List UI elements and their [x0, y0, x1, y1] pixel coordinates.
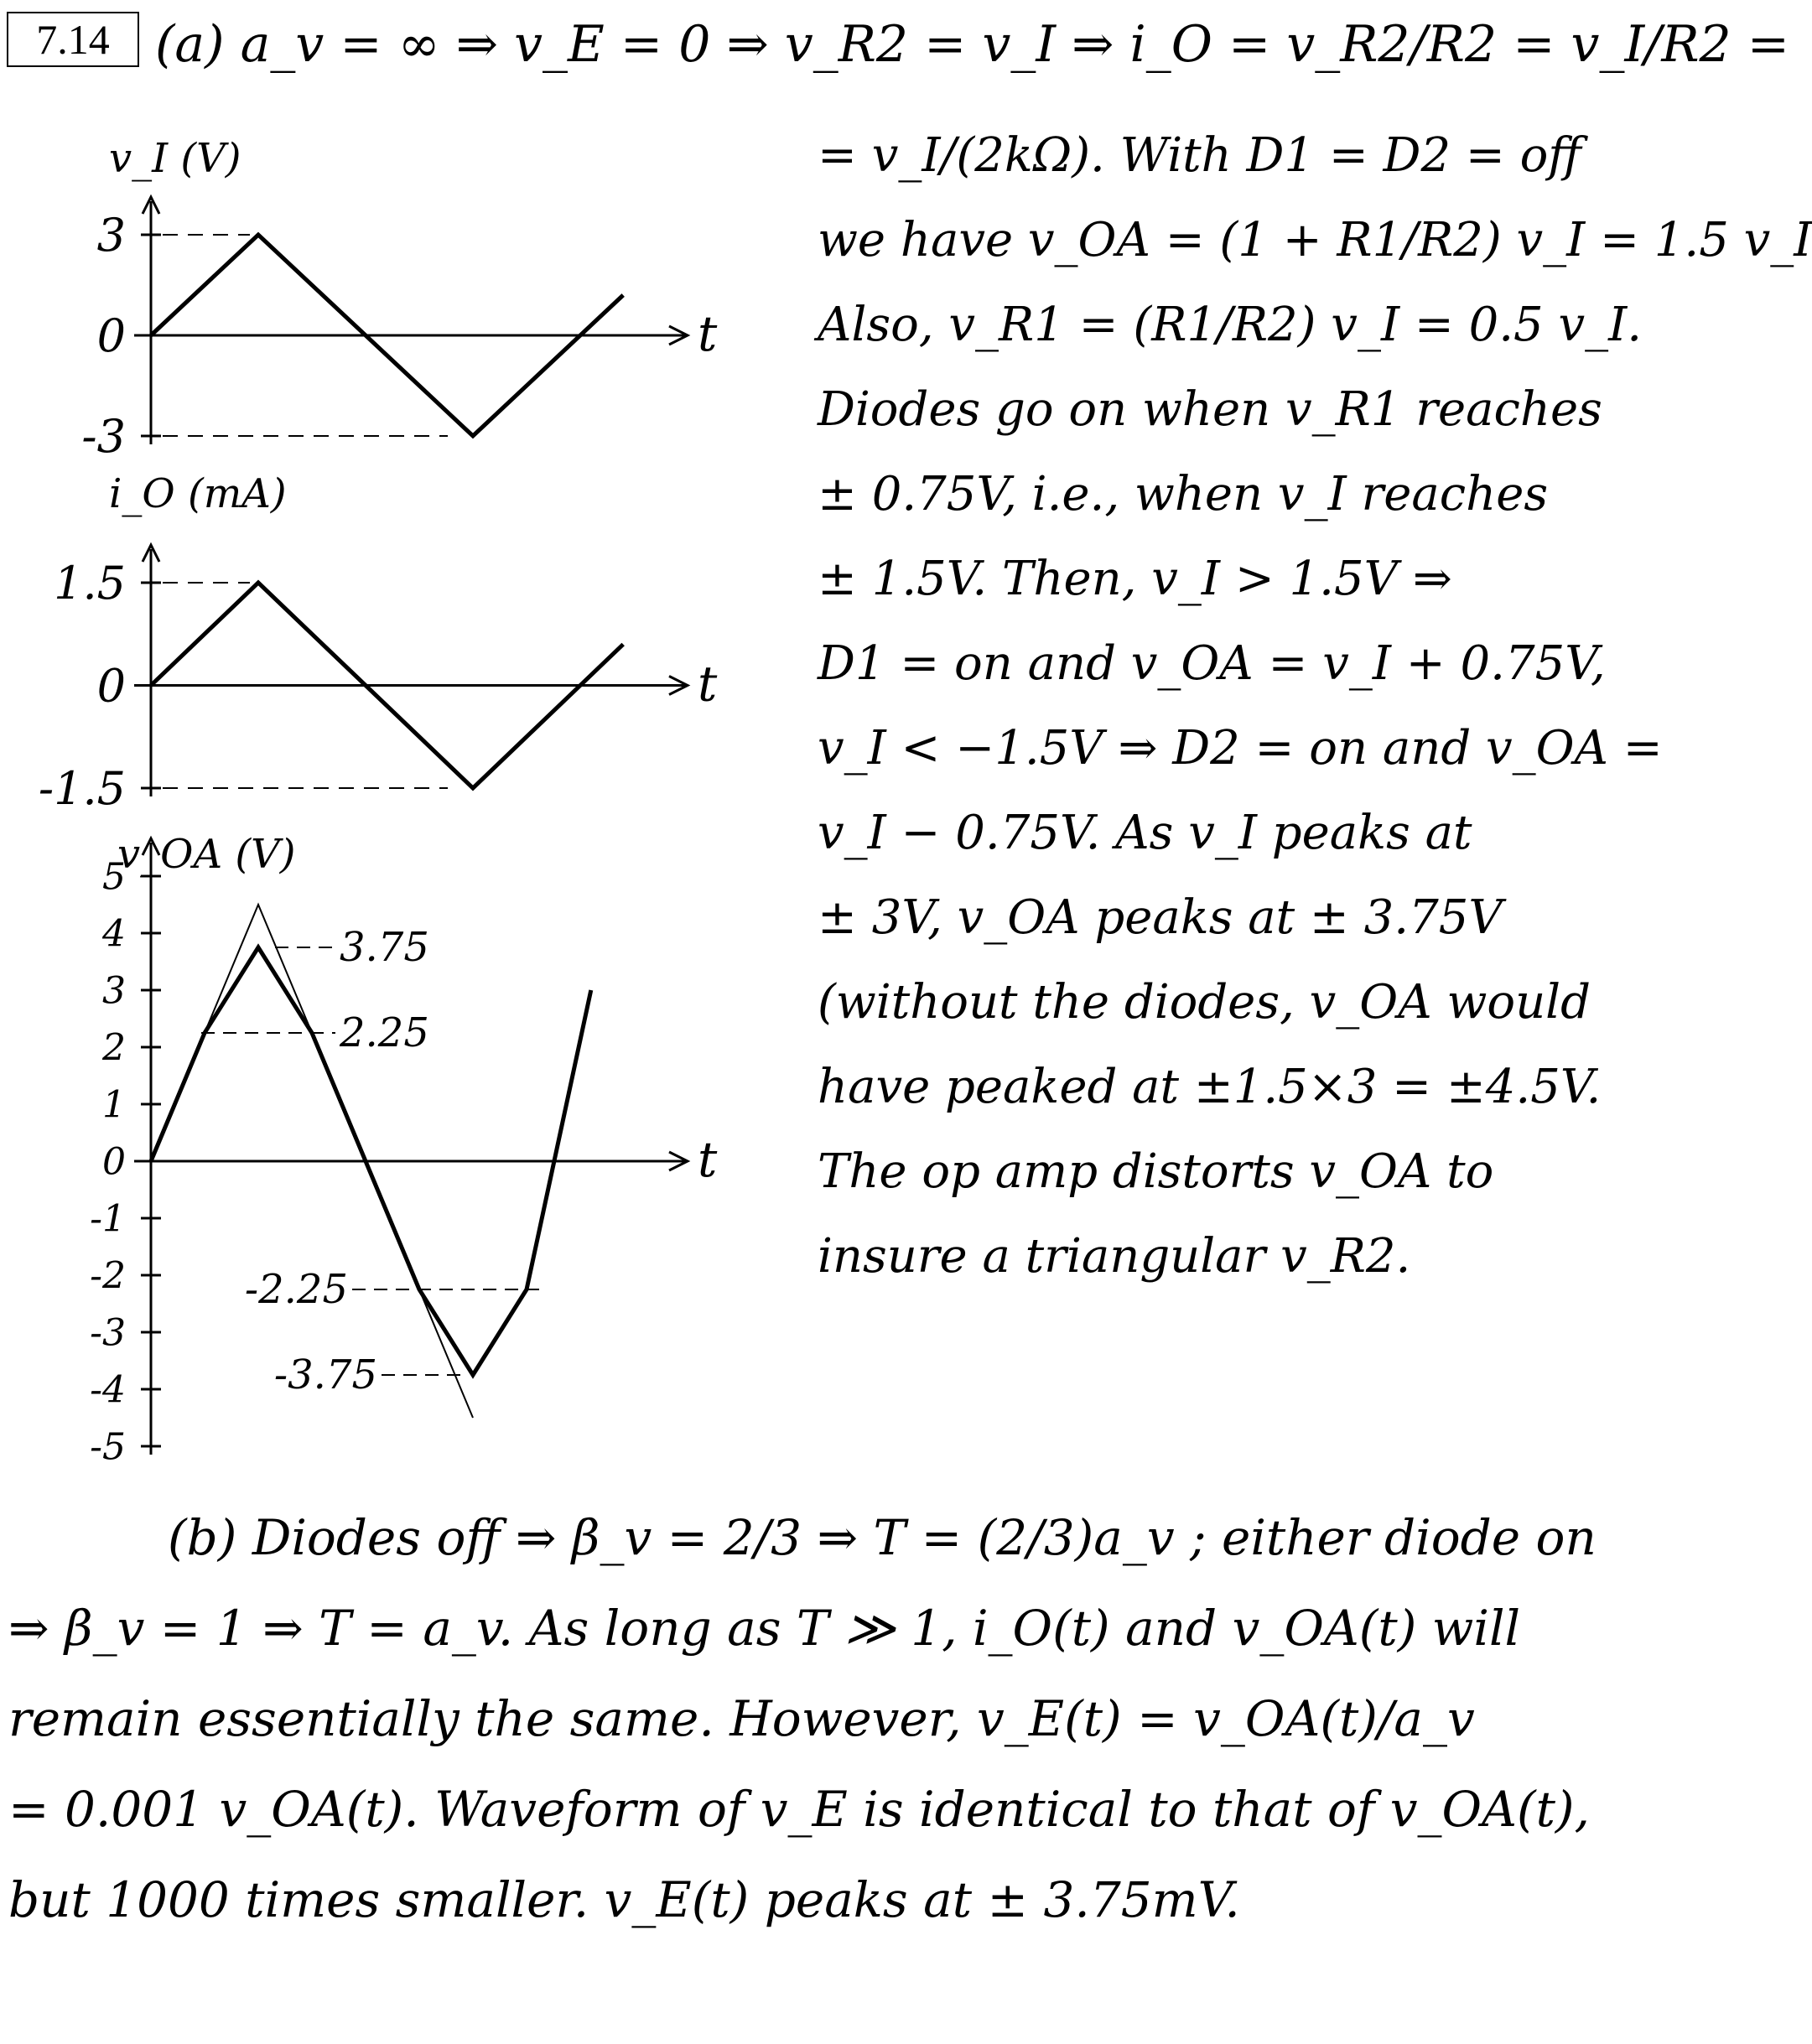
x-axis-label: t	[698, 1131, 718, 1188]
annotation-label: -2.25	[244, 1266, 348, 1313]
part-a-line: insure a triangular v_R2.	[818, 1229, 1411, 1284]
part-a-line: Diodes go on when v_R1 reaches	[818, 382, 1602, 437]
part-b-explanation	[0, 1492, 1606, 1945]
io-graph	[39, 470, 718, 815]
annotation-label: -3.75	[273, 1351, 377, 1398]
part-b-line: = 0.001 v_OA(t). Waveform of v_E is identical to that of v_OA(t),	[8, 1781, 1590, 1838]
annotation-label: 2.25	[340, 1009, 429, 1056]
y-tick-label: 0	[102, 1140, 126, 1184]
y-tick-label: -1	[90, 1197, 126, 1241]
part-a-explanation	[818, 113, 1812, 1299]
y-tick-label: -4	[90, 1368, 126, 1412]
y-tick-label: 0	[96, 659, 126, 713]
x-axis-label: t	[698, 305, 718, 362]
waveform-graphs	[0, 0, 805, 1501]
part-a-line: we have v_OA = (1 + R1/R2) v_I = 1.5 v_I	[818, 213, 1812, 267]
y-tick-label: 3	[96, 208, 126, 262]
y-axis-label: i_O (mA)	[109, 470, 287, 517]
part-a-line: = v_I/(2kΩ). With D1 = D2 = off	[818, 128, 1581, 183]
y-tick-label: 3	[102, 969, 126, 1013]
y-tick-label: 0	[96, 309, 126, 362]
part-a-line: Also, v_R1 = (R1/R2) v_I = 0.5 v_I.	[818, 298, 1643, 352]
y-tick-label: 2	[102, 1026, 126, 1070]
y-tick-label: 1	[102, 1083, 126, 1127]
part-a-line: v_I − 0.75V. As v_I peaks at	[818, 806, 1472, 860]
y-axis-label: v_I (V)	[109, 135, 241, 182]
annotation-label: 3.75	[340, 924, 429, 971]
part-a-line: ± 0.75V, i.e., when v_I reaches	[818, 467, 1549, 521]
part-a-line: ± 1.5V. Then, v_I > 1.5V ⇒	[818, 552, 1452, 606]
part-b-line: ⇒ β_v = 1 ⇒ T = a_v. As long as T ≫ 1, i_O(t) and v_OA(t) will	[8, 1600, 1521, 1657]
voa-graph	[90, 831, 718, 1468]
y-tick-label: -3	[90, 1311, 126, 1355]
y-tick-label: -3	[81, 409, 126, 463]
part-a-line: The op amp distorts v_OA to	[818, 1144, 1494, 1199]
y-tick-label: 4	[102, 912, 126, 956]
part-a-line: v_I < −1.5V ⇒ D2 = on and v_OA =	[818, 721, 1663, 776]
problem-number: 7.14	[36, 16, 110, 63]
part-a-lead-line: (a) a_v = ∞ ⇒ v_E = 0 ⇒ v_R2 = v_I ⇒ i_O = v_R2/R2 = v_I/R2 =	[155, 15, 1790, 74]
vi-graph	[81, 135, 718, 463]
part-a-line: ± 3V, v_OA peaks at ± 3.75V	[818, 890, 1503, 945]
y-tick-label: 1.5	[54, 556, 126, 610]
y-tick-label: -2	[90, 1254, 126, 1298]
part-a-line: have peaked at ±1.5×3 = ±4.5V.	[818, 1060, 1602, 1114]
y-axis-label: v_OA (V)	[117, 831, 296, 878]
part-a-line: (without the diodes, v_OA would	[818, 975, 1591, 1030]
part-a-line: D1 = on and v_OA = v_I + 0.75V,	[818, 636, 1606, 691]
y-tick-label: 5	[102, 855, 126, 899]
y-tick-label: -1.5	[38, 761, 126, 815]
part-b-line: remain essentially the same. However, v_E(t) = v_OA(t)/a_v	[8, 1690, 1475, 1747]
part-b-line: (b) Diodes off ⇒ β_v = 2/3 ⇒ T = (2/3)a_v ; either diode on	[168, 1509, 1597, 1566]
y-tick-label: -5	[90, 1425, 126, 1469]
x-axis-label: t	[698, 655, 718, 713]
part-b-line: but 1000 times smaller. v_E(t) peaks at ± 3.75mV.	[8, 1871, 1240, 1928]
